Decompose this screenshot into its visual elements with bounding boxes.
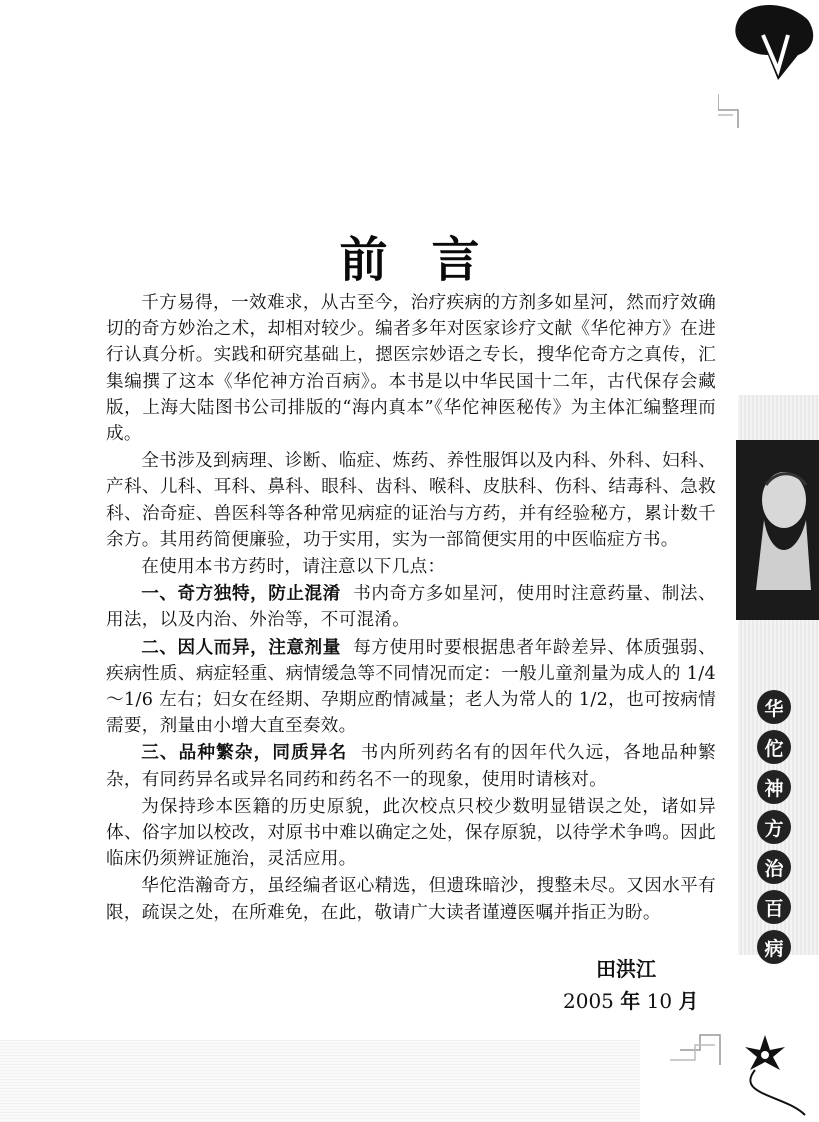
paragraph: 在使用本书方药时，请注意以下几点： <box>141 557 446 578</box>
point-label: 三、品种繁杂，同质异名 <box>141 743 348 764</box>
date-year: 2005 <box>563 989 614 1013</box>
vertical-title-char: 方 <box>757 810 791 844</box>
vertical-title-char: 佗 <box>757 730 791 764</box>
vertical-title-char: 华 <box>757 690 791 724</box>
vertical-title-char: 治 <box>757 850 791 884</box>
point-text: 每方使用时要根据患者年龄差异、体质强弱、疾病性质、病症轻重、病情缓急等不同情况而定：一般儿童剂量为成人的 1/4～1/6 左右；妇女在经期、孕期应酌情减量；老人为常人的 1/2，也可按病情需要，剂量由小增大直至奏效。 <box>106 637 716 737</box>
paragraph: 全书涉及到病理、诊断、临症、炼药、养性服饵以及内科、外科、妇科、产科、儿科、耳科、鼻科、眼科、齿科、喉科、皮肤科、伤科、结毒科、急救科、治奇症、兽医科等各种常见病症的证治与方药，并有经验秘方，累计数千余方。其用药简便廉验，功于实用，实为一部简便实用的中医临症方书。 <box>106 451 716 550</box>
point-label: 一、奇方独特，防止混淆 <box>141 584 341 605</box>
ornament-top-icon <box>718 0 819 140</box>
date-year-unit: 年 <box>620 989 641 1013</box>
date-month: 10 <box>646 989 673 1013</box>
paragraph: 华佗浩瀚奇方，虽经编者讴心精选，但遗珠暗沙，搜整未尽。又因水平有限，疏误之处，在所难免，在此，敬请广大读者谨遵医嘱并指正为盼。 <box>106 876 716 923</box>
point-text: 书内奇方多如星河，使用时注意药量、制法、用法，以及内治、外治等，不可混淆。 <box>106 584 716 631</box>
page-title: 前言 <box>339 232 524 289</box>
point-item <box>106 635 716 740</box>
paragraph: 为保持珍本医籍的历史原貌，此次校点只校少数明显错误之处，诸如异体、俗字加以校改，对原书中难以确定之处，保存原貌，以待学术争鸣。因此临床仍须辨证施治，灵活应用。 <box>106 796 716 870</box>
vertical-book-title <box>752 690 796 964</box>
scan-noise <box>0 1040 640 1122</box>
preface-body <box>106 290 716 927</box>
vertical-title-char: 百 <box>757 890 791 924</box>
vertical-title-char: 病 <box>757 930 791 964</box>
portrait-image <box>736 440 819 620</box>
vertical-title-char: 神 <box>757 770 791 804</box>
paragraph: 千方易得，一效难求，从古至今，治疗疾病的方剂多如星河，然而疗效确切的奇方妙治之术，却相对较少。编者多年对医家诊疗文献《华佗神方》在进行认真分析。实践和研究基础上，摁医宗妙语之专长，搜华佗奇方之真传，汇集编撰了这本《华佗神方治百病》。本书是以中华民国十二年，古代保存会藏版，上海大陆图书公司排版的“海内真本”《华佗神医秘传》为主体汇编整理而成。 <box>106 293 716 445</box>
point-text: 书内所列药名有的因年代久远，各地品种繁杂，有同药异名或异名同药和药名不一的现象，使用时请核对。 <box>106 743 716 790</box>
point-item <box>106 581 716 633</box>
author-signature: 田洪江 <box>596 957 656 981</box>
point-label: 二、因人而异，注意剂量 <box>141 637 341 658</box>
flower-ornament-icon <box>640 1010 819 1122</box>
portrait-figure-icon <box>736 440 819 620</box>
date-month-unit: 月 <box>678 989 699 1013</box>
point-item <box>106 740 716 792</box>
